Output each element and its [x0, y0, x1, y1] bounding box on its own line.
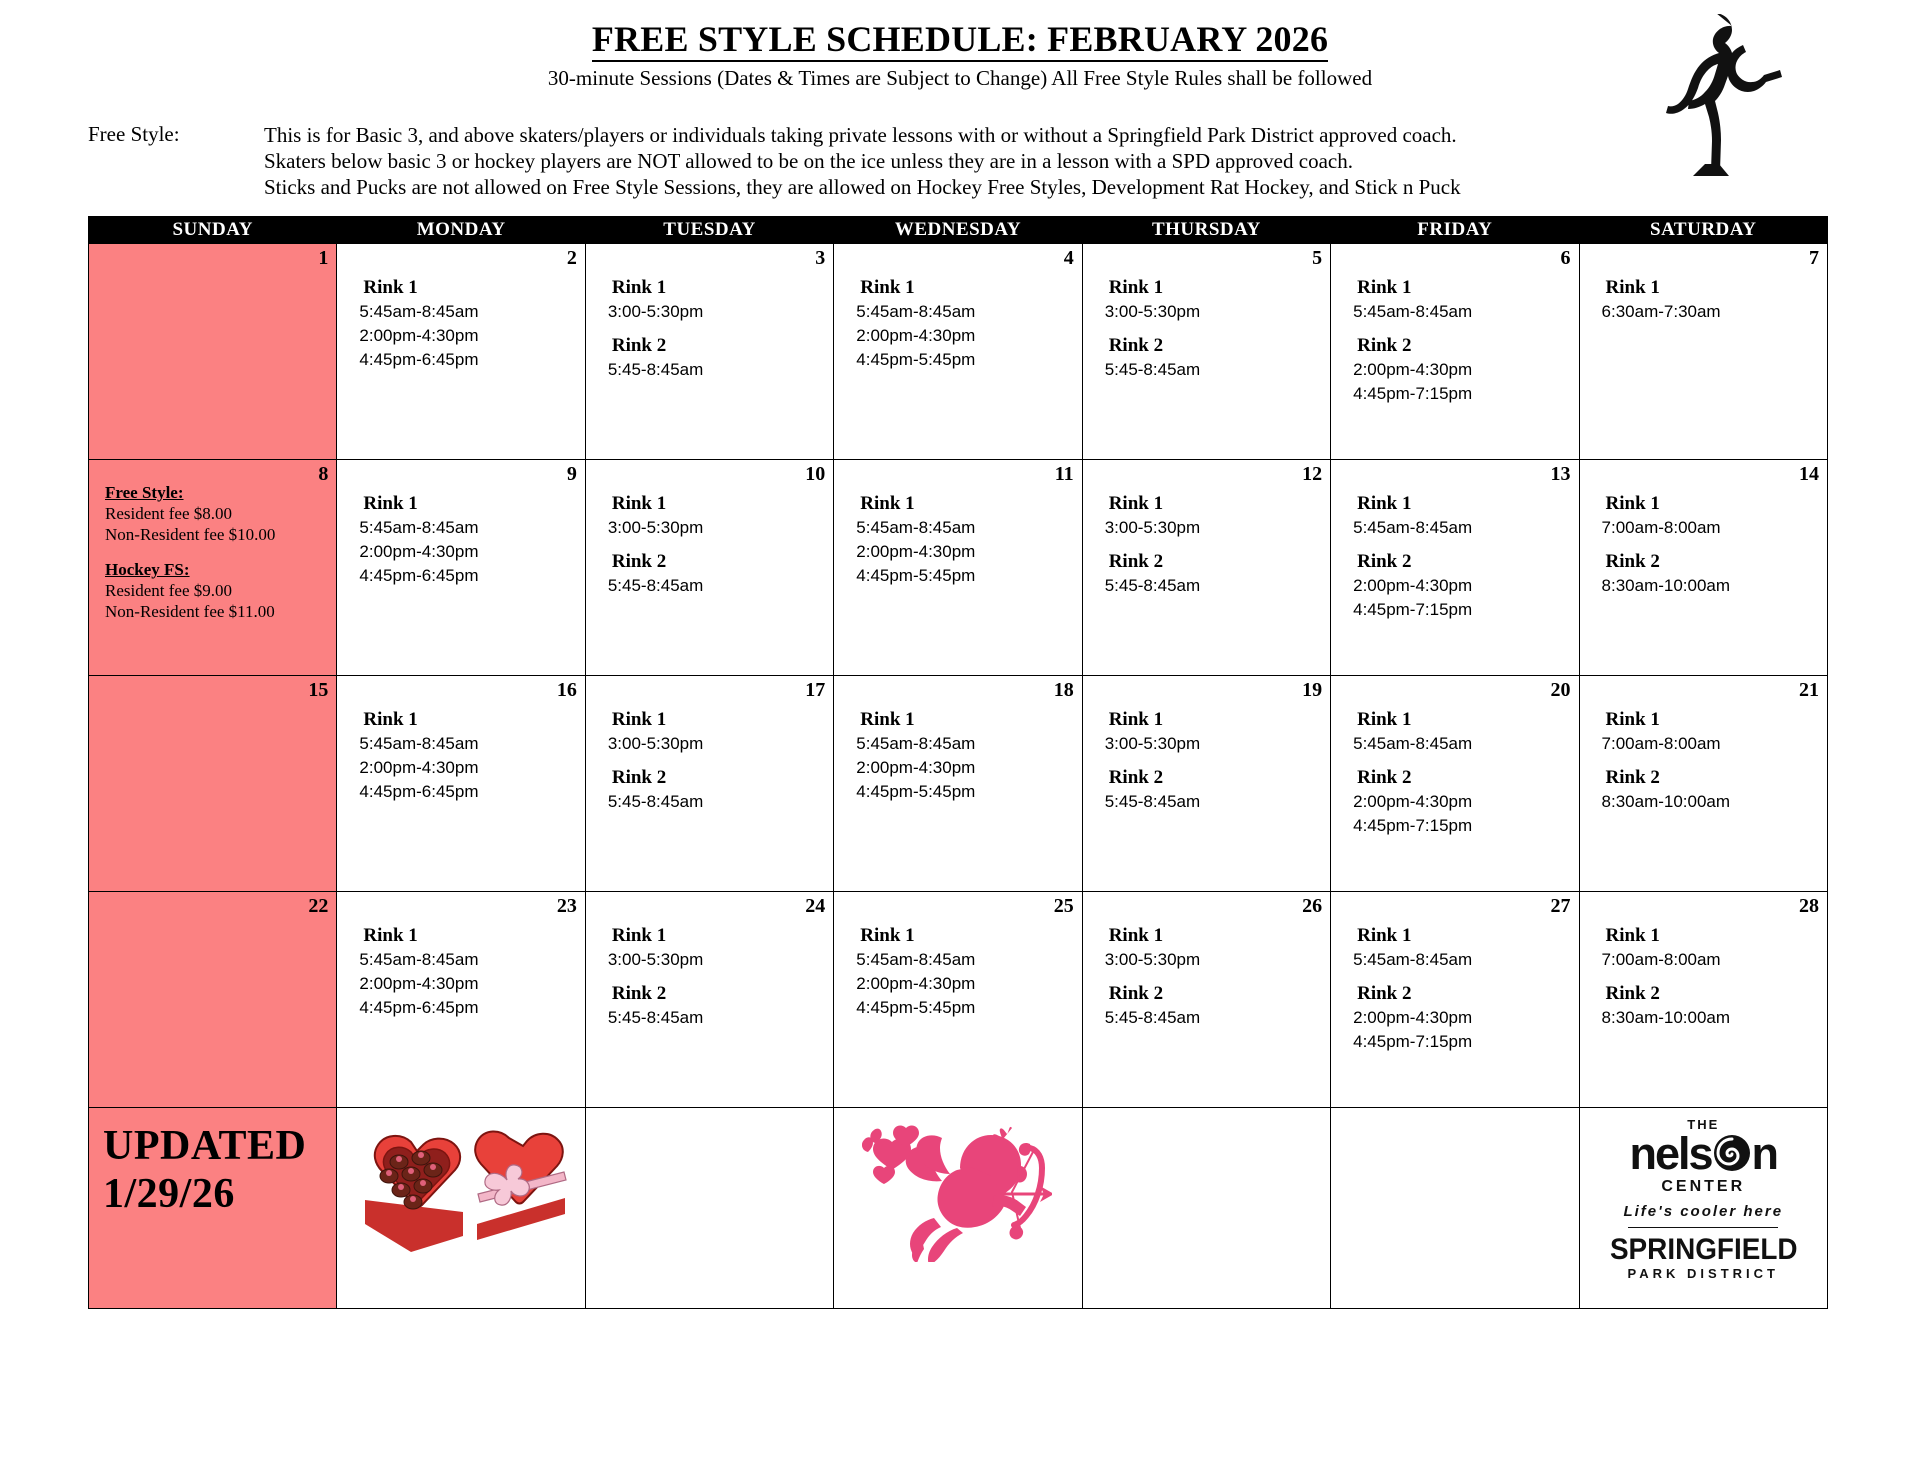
session-time: 2:00pm-4:30pm — [856, 974, 976, 993]
session-time: 7:00am-8:00am — [1601, 734, 1721, 753]
rink-label: Rink 1 — [363, 709, 418, 730]
rink-label: Rink 1 — [363, 493, 418, 514]
rink-label: Rink 1 — [611, 925, 667, 946]
session-spacer — [1606, 756, 1827, 766]
session-time: 4:45pm-5:45pm — [856, 998, 976, 1017]
footer-row — [89, 1108, 1828, 1309]
session-spacer — [1606, 540, 1827, 550]
calendar-week-row — [89, 244, 1828, 460]
session-time: 5:45-8:45am — [607, 576, 704, 595]
session-time: 4:45pm-5:45pm — [856, 566, 976, 585]
session-time: 3:00-5:30pm — [607, 950, 704, 969]
calendar-day-cell-19 — [1082, 676, 1330, 892]
session-spacer — [1109, 756, 1330, 766]
session-list — [834, 892, 1081, 1020]
calendar-day-cell-23 — [337, 892, 585, 1108]
rink-label: Rink 2 — [1357, 767, 1412, 788]
session-time: 2:00pm-4:30pm — [359, 542, 479, 561]
calendar-table — [88, 216, 1828, 1309]
rink-label: Rink 1 — [611, 709, 667, 730]
session-spacer — [1109, 540, 1330, 550]
day-number: 18 — [1053, 679, 1074, 701]
rink-label: Rink 1 — [1108, 709, 1164, 730]
rink-label: Rink 1 — [1605, 277, 1660, 298]
calendar-week-row — [89, 676, 1828, 892]
session-time: 5:45am-8:45am — [359, 734, 479, 753]
rink-label: Rink 2 — [1605, 983, 1660, 1004]
day-number: 27 — [1550, 895, 1571, 917]
session-spacer — [1109, 324, 1330, 334]
day-number: 25 — [1053, 895, 1074, 917]
session-list — [1083, 244, 1330, 382]
calendar-day-cell-13 — [1331, 460, 1579, 676]
session-time: 2:00pm-4:30pm — [856, 326, 976, 345]
logo-nelson-part2: n — [1751, 1128, 1778, 1179]
weekday-header-thursday: THURSDAY — [1082, 217, 1330, 244]
rink-label: Rink 1 — [1108, 277, 1164, 298]
session-list — [1083, 676, 1330, 814]
session-time: 2:00pm-4:30pm — [1353, 792, 1473, 811]
session-list — [1331, 892, 1578, 1054]
calendar-day-cell-22 — [89, 892, 337, 1108]
fee-hockey-heading: Hockey FS: — [105, 560, 190, 579]
weekday-header-saturday: SATURDAY — [1579, 217, 1827, 244]
session-list — [834, 676, 1081, 804]
calendar-day-cell-20 — [1331, 676, 1579, 892]
calendar-day-cell-18 — [834, 676, 1082, 892]
session-time: 3:00-5:30pm — [1104, 518, 1201, 537]
session-time: 4:45pm-5:45pm — [856, 350, 976, 369]
session-time: 5:45-8:45am — [1104, 360, 1201, 379]
day-number: 2 — [566, 247, 577, 269]
session-time: 8:30am-10:00am — [1601, 792, 1731, 811]
fee-info-block — [89, 460, 336, 622]
session-time: 5:45am-8:45am — [856, 950, 976, 969]
session-time: 2:00pm-4:30pm — [1353, 1008, 1473, 1027]
rink-label: Rink 1 — [611, 493, 667, 514]
weekday-header-sunday: SUNDAY — [89, 217, 337, 244]
empty-cell-tuesday — [585, 1108, 833, 1309]
session-time: 5:45am-8:45am — [359, 518, 479, 537]
session-time: 5:45-8:45am — [607, 1008, 704, 1027]
calendar-day-cell-12 — [1082, 460, 1330, 676]
day-number: 24 — [805, 895, 826, 917]
session-time: 2:00pm-4:30pm — [1353, 360, 1473, 379]
logo-nelson-part1: nels — [1629, 1128, 1712, 1179]
calendar-day-cell-26 — [1082, 892, 1330, 1108]
logo-nelson — [1580, 1128, 1827, 1180]
day-number: 8 — [318, 463, 329, 485]
session-time: 5:45am-8:45am — [1353, 518, 1473, 537]
rink-label: Rink 1 — [611, 277, 667, 298]
rink-label: Rink 2 — [1108, 983, 1164, 1004]
calendar-day-cell-3 — [585, 244, 833, 460]
session-time: 4:45pm-6:45pm — [359, 566, 479, 585]
cupid-icon — [862, 1122, 1052, 1262]
nelson-center-logo — [1580, 1118, 1827, 1282]
logo-park-district: PARK DISTRICT — [1627, 1266, 1779, 1281]
session-list — [1083, 460, 1330, 598]
session-time: 8:30am-10:00am — [1601, 1008, 1731, 1027]
calendar-body — [89, 244, 1828, 1108]
description-label: Free Style: — [88, 122, 180, 146]
session-time: 5:45-8:45am — [1104, 1008, 1201, 1027]
weekday-header-friday: FRIDAY — [1331, 217, 1579, 244]
rink-label: Rink 1 — [363, 277, 418, 298]
rink-label: Rink 2 — [1108, 335, 1164, 356]
calendar-day-cell-4 — [834, 244, 1082, 460]
session-time: 4:45pm-7:15pm — [1353, 384, 1473, 403]
calendar-day-cell-9 — [337, 460, 585, 676]
day-number: 5 — [1312, 247, 1323, 269]
empty-cell-friday — [1331, 1108, 1579, 1309]
calendar-day-cell-27 — [1331, 892, 1579, 1108]
calendar-day-cell-8 — [89, 460, 337, 676]
session-list — [1331, 460, 1578, 622]
session-spacer — [1357, 540, 1578, 550]
session-list — [337, 460, 584, 588]
session-time: 3:00-5:30pm — [607, 518, 704, 537]
logo-the: THE — [1687, 1117, 1720, 1132]
day-number: 19 — [1302, 679, 1323, 701]
rink-label: Rink 1 — [1605, 493, 1660, 514]
session-spacer — [1357, 324, 1578, 334]
day-number: 11 — [1054, 463, 1074, 485]
session-time: 6:30am-7:30am — [1601, 302, 1721, 321]
session-time: 4:45pm-5:45pm — [856, 782, 976, 801]
session-list — [337, 244, 584, 372]
day-number: 21 — [1799, 679, 1819, 701]
session-time: 2:00pm-4:30pm — [1353, 576, 1473, 595]
weekday-header-row — [89, 217, 1828, 244]
calendar-day-cell-24 — [585, 892, 833, 1108]
session-time: 3:00-5:30pm — [1104, 734, 1201, 753]
session-list — [1331, 244, 1578, 406]
session-spacer — [612, 540, 833, 550]
rink-label: Rink 1 — [1357, 277, 1412, 298]
session-list — [337, 676, 584, 804]
weekday-header-wednesday: WEDNESDAY — [834, 217, 1082, 244]
session-time: 7:00am-8:00am — [1601, 518, 1721, 537]
page-title: FREE STYLE SCHEDULE: FEBRUARY 2026 — [0, 18, 1920, 60]
session-time: 2:00pm-4:30pm — [359, 758, 479, 777]
day-number: 10 — [805, 463, 826, 485]
chocolate-box-cell — [337, 1108, 585, 1309]
rink-label: Rink 1 — [1357, 709, 1412, 730]
rink-label: Rink 2 — [1357, 551, 1412, 572]
logo-tagline: Life's cooler here — [1623, 1203, 1784, 1220]
session-list — [1083, 892, 1330, 1030]
empty-cell-thursday — [1082, 1108, 1330, 1309]
rink-label: Rink 2 — [611, 551, 667, 572]
description-line-1: This is for Basic 3, and above skaters/players or individuals taking private lessons with or without a Springfield Park District approved coach. — [264, 123, 1457, 147]
day-number: 6 — [1560, 247, 1571, 269]
calendar-day-cell-5 — [1082, 244, 1330, 460]
logo-center: CENTER — [1661, 1178, 1746, 1195]
session-spacer — [612, 756, 833, 766]
rink-label: Rink 1 — [1108, 493, 1164, 514]
day-number: 12 — [1302, 463, 1323, 485]
session-time: 4:45pm-6:45pm — [359, 998, 479, 1017]
fee-freestyle-heading: Free Style: — [105, 483, 184, 502]
rink-label: Rink 2 — [1108, 767, 1164, 788]
calendar-footer-body — [89, 1108, 1828, 1309]
calendar-day-cell-17 — [585, 676, 833, 892]
calendar-day-cell-2 — [337, 244, 585, 460]
day-number: 16 — [556, 679, 577, 701]
swirl-o-icon — [1712, 1133, 1752, 1180]
calendar-day-cell-1 — [89, 244, 337, 460]
session-time: 3:00-5:30pm — [1104, 302, 1201, 321]
session-time: 4:45pm-7:15pm — [1353, 816, 1473, 835]
session-time: 2:00pm-4:30pm — [856, 758, 976, 777]
logo-springfield: SPRINGFIELD — [1609, 1233, 1798, 1266]
calendar-day-cell-6 — [1331, 244, 1579, 460]
calendar-day-cell-28 — [1579, 892, 1827, 1108]
session-time: 2:00pm-4:30pm — [856, 542, 976, 561]
session-spacer — [612, 324, 833, 334]
rink-label: Rink 1 — [860, 925, 915, 946]
session-time: 2:00pm-4:30pm — [359, 974, 479, 993]
session-time: 7:00am-8:00am — [1601, 950, 1721, 969]
fee-spacer — [105, 545, 336, 559]
day-number: 28 — [1799, 895, 1819, 917]
rink-label: Rink 2 — [1605, 767, 1660, 788]
rink-label: Rink 1 — [860, 709, 915, 730]
session-spacer — [1606, 972, 1827, 982]
day-number: 17 — [805, 679, 826, 701]
fee-hockey-nonresident: Non-Resident fee $11.00 — [105, 602, 275, 621]
session-list — [1331, 676, 1578, 838]
calendar-week-row — [89, 460, 1828, 676]
session-time: 5:45am-8:45am — [359, 302, 479, 321]
logo-divider — [1628, 1227, 1778, 1228]
session-time: 8:30am-10:00am — [1601, 576, 1731, 595]
session-time: 4:45pm-7:15pm — [1353, 600, 1473, 619]
page-subtitle: 30-minute Sessions (Dates & Times are Subject to Change) All Free Style Rules shall be followed — [547, 66, 1373, 90]
calendar-day-cell-10 — [585, 460, 833, 676]
updated-label: UPDATED — [103, 1123, 307, 1169]
session-time: 5:45-8:45am — [1104, 792, 1201, 811]
session-list — [1580, 892, 1827, 1030]
updated-text — [89, 1108, 336, 1218]
rink-label: Rink 1 — [860, 493, 915, 514]
session-time: 5:45am-8:45am — [856, 518, 976, 537]
rink-label: Rink 2 — [1357, 983, 1412, 1004]
day-number: 23 — [556, 895, 577, 917]
session-time: 5:45am-8:45am — [1353, 734, 1473, 753]
calendar-day-cell-11 — [834, 460, 1082, 676]
session-spacer — [1109, 972, 1330, 982]
heart-chocolate-box-icon — [359, 1128, 569, 1258]
description-line-2: Skaters below basic 3 or hockey players are NOT allowed to be on the ice unless they are in a lesson with a SPD approved coach. — [264, 149, 1353, 173]
calendar-day-cell-15 — [89, 676, 337, 892]
logo-cell — [1579, 1108, 1827, 1309]
session-time: 3:00-5:30pm — [1104, 950, 1201, 969]
calendar-day-cell-14 — [1579, 460, 1827, 676]
session-time: 4:45pm-6:45pm — [359, 350, 479, 369]
day-number: 22 — [308, 895, 329, 917]
session-time: 5:45am-8:45am — [856, 302, 976, 321]
calendar-day-cell-7 — [1579, 244, 1827, 460]
description-line-3: Sticks and Pucks are not allowed on Free Style Sessions, they are allowed on Hockey Free Styles, Development Rat Hockey, and Stick n Puck — [264, 175, 1461, 199]
day-number: 3 — [815, 247, 826, 269]
day-number: 26 — [1302, 895, 1323, 917]
session-list — [1580, 460, 1827, 598]
rink-label: Rink 2 — [1605, 551, 1660, 572]
rink-label: Rink 2 — [1108, 551, 1164, 572]
session-list — [834, 460, 1081, 588]
day-number: 7 — [1809, 247, 1819, 269]
session-time: 5:45am-8:45am — [359, 950, 479, 969]
weekday-header-monday: MONDAY — [337, 217, 585, 244]
session-list — [586, 460, 833, 598]
session-list — [337, 892, 584, 1020]
rink-label: Rink 1 — [363, 925, 418, 946]
session-list — [1580, 676, 1827, 814]
rink-label: Rink 2 — [611, 767, 667, 788]
calendar-day-cell-25 — [834, 892, 1082, 1108]
session-time: 2:00pm-4:30pm — [359, 326, 479, 345]
cupid-cell — [834, 1108, 1082, 1309]
rink-label: Rink 1 — [860, 277, 915, 298]
weekday-header-tuesday: TUESDAY — [585, 217, 833, 244]
session-time: 5:45am-8:45am — [1353, 302, 1473, 321]
session-time: 5:45-8:45am — [607, 360, 704, 379]
calendar-week-row — [89, 892, 1828, 1108]
session-spacer — [612, 972, 833, 982]
session-time: 4:45pm-6:45pm — [359, 782, 479, 801]
rink-label: Rink 1 — [1605, 709, 1660, 730]
day-number: 15 — [308, 679, 329, 701]
rink-label: Rink 1 — [1357, 925, 1412, 946]
session-list — [586, 244, 833, 382]
session-list — [1580, 244, 1827, 324]
fee-freestyle-nonresident: Non-Resident fee $10.00 — [105, 525, 276, 544]
session-time: 5:45am-8:45am — [1353, 950, 1473, 969]
rink-label: Rink 2 — [1357, 335, 1412, 356]
fee-hockey-resident: Resident fee $9.00 — [105, 581, 232, 600]
session-time: 4:45pm-7:15pm — [1353, 1032, 1473, 1051]
session-list — [586, 676, 833, 814]
updated-cell — [89, 1108, 337, 1309]
rink-label: Rink 2 — [611, 983, 667, 1004]
session-time: 3:00-5:30pm — [607, 734, 704, 753]
calendar-day-cell-16 — [337, 676, 585, 892]
calendar-day-cell-21 — [1579, 676, 1827, 892]
day-number: 14 — [1799, 463, 1819, 485]
session-time: 5:45-8:45am — [607, 792, 704, 811]
rink-label: Rink 2 — [611, 335, 667, 356]
fee-freestyle-resident: Resident fee $8.00 — [105, 504, 232, 523]
page-header — [0, 0, 1920, 212]
session-time: 5:45-8:45am — [1104, 576, 1201, 595]
description-text — [264, 122, 1664, 200]
day-number: 13 — [1550, 463, 1571, 485]
rink-label: Rink 1 — [1605, 925, 1660, 946]
updated-date: 1/29/26 — [103, 1171, 235, 1217]
session-time: 3:00-5:30pm — [607, 302, 704, 321]
session-spacer — [1357, 756, 1578, 766]
day-number: 4 — [1063, 247, 1074, 269]
session-time: 5:45am-8:45am — [856, 734, 976, 753]
rink-label: Rink 1 — [1357, 493, 1412, 514]
figure-skater-icon — [1648, 14, 1798, 184]
session-list — [834, 244, 1081, 372]
session-list — [586, 892, 833, 1030]
day-number: 1 — [318, 247, 329, 269]
rink-label: Rink 1 — [1108, 925, 1164, 946]
day-number: 9 — [566, 463, 577, 485]
day-number: 20 — [1550, 679, 1571, 701]
session-spacer — [1357, 972, 1578, 982]
